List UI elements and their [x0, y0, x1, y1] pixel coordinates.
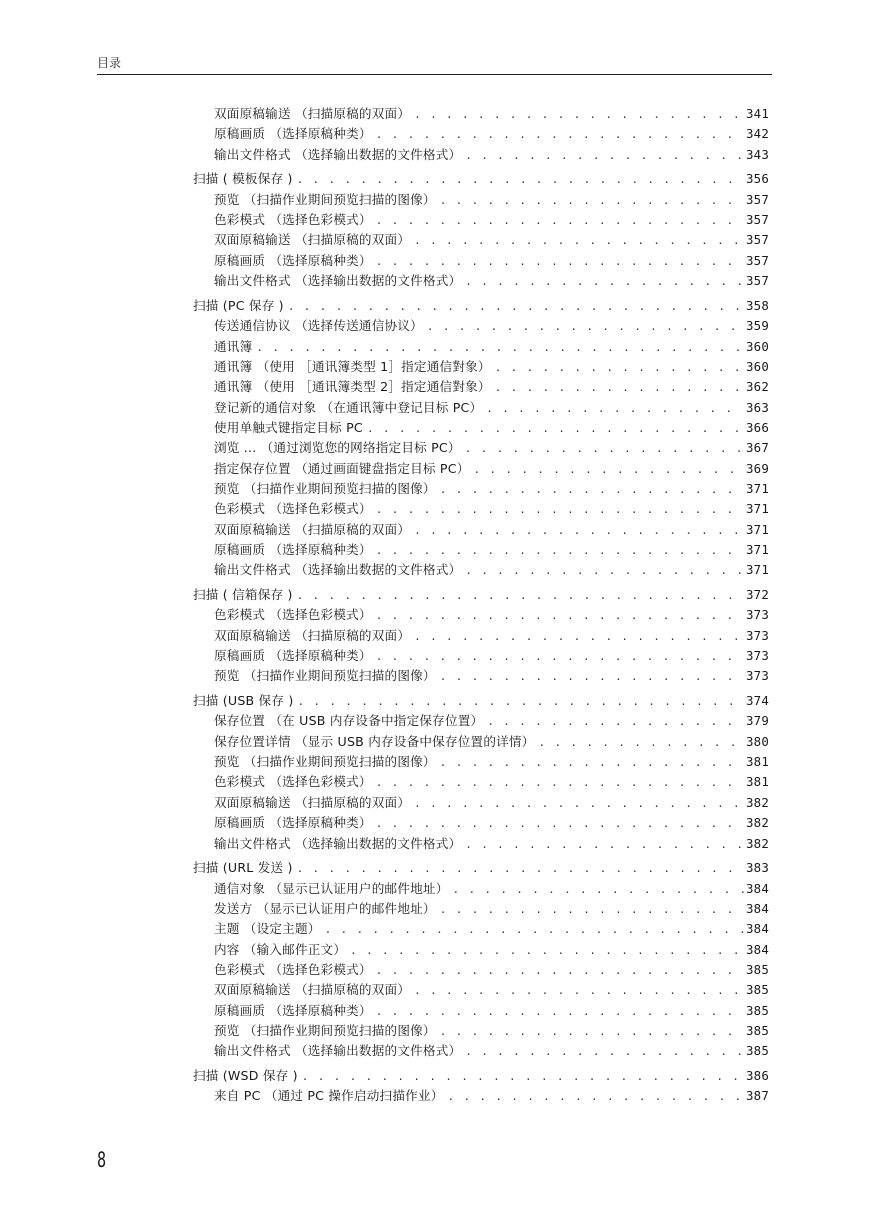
- toc-entry-title: 扫描 (URL 发送 ): [193, 860, 293, 876]
- toc-entry-title: 双面原稿输送 （扫描原稿的双面）: [214, 232, 411, 248]
- dot-leader: [414, 233, 744, 249]
- toc-entry[interactable]: [214, 126, 769, 143]
- dot-leader: [297, 694, 744, 710]
- dot-leader: [376, 213, 744, 229]
- toc-entry-page-number: 373: [746, 607, 769, 623]
- toc-entry-title: 原稿画质 （选择原稿种类）: [214, 126, 372, 142]
- toc-entry[interactable]: [214, 607, 769, 624]
- toc-entry[interactable]: [214, 501, 769, 518]
- toc-entry-page-number: 385: [746, 1022, 769, 1038]
- toc-entry[interactable]: [214, 192, 769, 209]
- dot-leader: [440, 1024, 744, 1040]
- toc-entry-title: 原稿画质 （选择原稿种类）: [214, 815, 372, 831]
- toc-entry-title: 双面原稿输送 （扫描原稿的双面）: [214, 521, 411, 537]
- dot-leader: [376, 816, 744, 832]
- dot-leader: [414, 629, 744, 645]
- toc-entry-title: 主题 （设定主题）: [214, 921, 321, 937]
- dot-leader: [414, 983, 744, 999]
- dot-leader: [414, 523, 744, 539]
- toc-entry-page-number: 373: [746, 668, 769, 684]
- toc-entry-page-number: 384: [746, 921, 769, 937]
- toc-entry-page-number: 372: [746, 587, 769, 602]
- toc-entry-page-number: 383: [746, 860, 769, 876]
- toc-entry-title: 指定保存位置 （通过画面键盘指定目标 PC）: [214, 460, 470, 476]
- dot-leader: [440, 755, 744, 771]
- toc-entry-title: 预览 （扫描作业期间预览扫描的图像）: [214, 1022, 436, 1038]
- toc-entry-title: 原稿画质 （选择原稿种类）: [214, 542, 372, 557]
- toc-entry-page-number: 381: [746, 774, 769, 790]
- toc-entry-title: 双面原稿输送 （扫描原稿的双面）: [214, 627, 411, 643]
- toc-entry[interactable]: [214, 795, 769, 812]
- toc-entry-title: 预览 （扫描作业期间预览扫描的图像）: [214, 754, 436, 770]
- toc-entry-page-number: 373: [746, 627, 769, 643]
- dot-leader: [465, 837, 744, 853]
- dot-leader: [376, 254, 744, 270]
- dot-leader: [376, 963, 744, 979]
- toc-section-entry[interactable]: [193, 171, 769, 188]
- toc-entry-page-number: 341: [746, 106, 769, 121]
- dot-leader: [376, 1004, 744, 1020]
- toc-entry-page-number: 373: [746, 648, 769, 663]
- toc-entry-page-number: 381: [746, 754, 769, 770]
- toc-entry-title: 通讯簿: [214, 338, 253, 354]
- toc-entry-page-number: 382: [746, 815, 769, 831]
- toc-entry-page-number: 382: [746, 794, 769, 810]
- toc-entry[interactable]: [214, 713, 769, 730]
- toc-entry-page-number: 356: [746, 171, 769, 187]
- toc-entry-title: 内容 （输入邮件正文）: [214, 941, 347, 957]
- dot-leader: [302, 1069, 744, 1085]
- toc-entry-title: 使用单触式键指定目标 PC: [214, 419, 363, 435]
- toc-entry[interactable]: [214, 522, 769, 539]
- toc-entry-title: 保存位置 （在 USB 内存设备中指定保存位置）: [214, 713, 484, 729]
- dot-leader: [367, 421, 744, 437]
- toc-entry-page-number: 358: [746, 297, 769, 313]
- dot-leader: [297, 588, 744, 604]
- toc-entry-page-number: 366: [746, 419, 769, 435]
- toc-entry[interactable]: [214, 339, 769, 356]
- toc-entry-title: 输出文件格式 （选择输出数据的文件格式）: [214, 146, 462, 162]
- toc-entry-page-number: 371: [746, 562, 769, 578]
- dot-leader: [486, 401, 744, 417]
- toc-entry-title: 输出文件格式 （选择输出数据的文件格式）: [214, 273, 462, 289]
- toc-entry[interactable]: [214, 942, 769, 959]
- toc-entry[interactable]: [214, 562, 769, 579]
- toc-entry-page-number: 357: [746, 212, 769, 227]
- dot-leader: [465, 274, 744, 290]
- toc-entry-title: 双面原稿输送 （扫描原稿的双面）: [214, 106, 411, 121]
- toc-entry-page-number: 357: [746, 191, 769, 207]
- dot-leader: [465, 441, 744, 457]
- toc-entry-title: 登记新的通信对象 （在通讯簿中登记目标 PC）: [214, 399, 483, 415]
- toc-entry-title: 双面原稿输送 （扫描原稿的双面）: [214, 982, 411, 998]
- toc-entry-page-number: 384: [746, 880, 769, 896]
- toc-entry[interactable]: [214, 420, 769, 437]
- toc-entry-title: 通讯簿 （使用 ［通讯簿类型 1］指定通信對象）: [214, 358, 491, 374]
- toc-entry-title: 色彩模式 （选择色彩模式）: [214, 774, 372, 790]
- toc-entry[interactable]: [214, 461, 769, 478]
- toc-entry-title: 通讯簿 （使用 ［通讯簿类型 2］指定通信對象）: [214, 379, 491, 395]
- dot-leader: [297, 861, 744, 877]
- toc-entry[interactable]: [214, 400, 769, 417]
- toc-entry-title: 原稿画质 （选择原稿种类）: [214, 252, 372, 268]
- toc-entry[interactable]: [214, 359, 769, 376]
- toc-entry[interactable]: [214, 881, 769, 898]
- dot-leader: [495, 360, 744, 376]
- toc-entry-title: 保存位置详情 （显示 USB 内存设备中保存位置的详情）: [214, 733, 535, 749]
- toc-entry[interactable]: [214, 836, 769, 853]
- toc-entry-page-number: 357: [746, 273, 769, 289]
- toc-entry-page-number: 387: [746, 1088, 769, 1104]
- toc-entry[interactable]: [214, 774, 769, 791]
- toc-entry-title: 输出文件格式 （选择输出数据的文件格式）: [214, 1043, 462, 1059]
- toc-entry-title: 传送通信协议 （选择传送通信协议）: [214, 318, 423, 334]
- dot-leader: [414, 107, 744, 123]
- dot-leader: [448, 1089, 745, 1105]
- dot-leader: [495, 380, 744, 396]
- toc-entry-page-number: 371: [746, 501, 769, 517]
- toc-entry-page-number: 371: [746, 542, 769, 557]
- toc-entry[interactable]: [214, 273, 769, 290]
- toc-entry[interactable]: [214, 628, 769, 645]
- toc-entry[interactable]: [214, 901, 769, 918]
- dot-leader: [440, 193, 744, 209]
- toc-entry[interactable]: [214, 542, 769, 559]
- toc-entry[interactable]: [214, 318, 769, 335]
- toc-entry-title: 输出文件格式 （选择输出数据的文件格式）: [214, 835, 462, 851]
- toc-entry-page-number: 385: [746, 1043, 769, 1059]
- toc-section-entry[interactable]: [193, 298, 769, 315]
- toc-entry-title: 扫描 (PC 保存 ): [193, 297, 284, 313]
- toc-entry[interactable]: [214, 754, 769, 771]
- dot-leader: [427, 319, 744, 335]
- dot-leader: [376, 649, 744, 665]
- toc-entry-title: 扫描 ( 模板保存 ): [193, 171, 293, 187]
- toc-entry-page-number: 360: [746, 358, 769, 374]
- toc-entry-page-number: 385: [746, 961, 769, 977]
- dot-leader: [414, 796, 744, 812]
- toc-entry-title: 扫描 (WSD 保存 ): [193, 1067, 298, 1083]
- toc-entry-page-number: 371: [746, 480, 769, 496]
- dot-leader: [465, 148, 744, 164]
- toc-entry-title: 发送方 （显示已认证用户的邮件地址）: [214, 900, 436, 916]
- toc-entry-title: 色彩模式 （选择色彩模式）: [214, 501, 372, 517]
- toc-entry[interactable]: [214, 815, 769, 832]
- toc-section-entry[interactable]: [193, 587, 769, 604]
- toc-entry[interactable]: [214, 1043, 769, 1060]
- toc-entry[interactable]: [214, 147, 769, 164]
- toc-section-entry[interactable]: [193, 693, 769, 710]
- toc-entry[interactable]: [214, 379, 769, 396]
- toc-entry-title: 预览 （扫描作业期间预览扫描的图像）: [214, 480, 436, 496]
- toc-entry-page-number: 385: [746, 1002, 769, 1018]
- toc-section-entry[interactable]: [193, 860, 769, 877]
- toc-entry-title: 浏览 ... （通过浏览您的网络指定目标 PC）: [214, 440, 461, 456]
- dot-leader: [440, 482, 744, 498]
- toc-entry-title: 预览 （扫描作业期间预览扫描的图像）: [214, 668, 436, 684]
- toc-entry-title: 通信对象 （显示已认证用户的邮件地址）: [214, 880, 449, 896]
- toc-entry-title: 原稿画质 （选择原稿种类）: [214, 1002, 372, 1018]
- toc-entry-title: 色彩模式 （选择色彩模式）: [214, 607, 372, 623]
- toc-section-entry[interactable]: [193, 1068, 769, 1085]
- toc-entry-page-number: 362: [746, 379, 769, 395]
- toc-entry-page-number: 367: [746, 440, 769, 456]
- toc-entry[interactable]: [214, 982, 769, 999]
- toc-entry-page-number: 342: [746, 126, 769, 142]
- toc-entry-page-number: 371: [746, 521, 769, 537]
- header-title: 目录: [97, 56, 122, 70]
- toc-entry-page-number: 343: [746, 146, 769, 162]
- toc-entry[interactable]: [214, 962, 769, 979]
- toc-entry[interactable]: [214, 212, 769, 229]
- toc-entry[interactable]: [214, 106, 769, 123]
- dot-leader: [487, 714, 744, 730]
- toc-entry[interactable]: [214, 734, 769, 751]
- dot-leader: [465, 1044, 744, 1060]
- dot-leader: [288, 299, 744, 315]
- toc-entry-page-number: 363: [746, 399, 769, 415]
- toc-entry[interactable]: [214, 1003, 769, 1020]
- toc-entry-page-number: 385: [746, 982, 769, 998]
- page-number: 8: [97, 1148, 107, 1172]
- dot-leader: [297, 172, 744, 188]
- dot-leader: [376, 127, 744, 143]
- toc-entry-title: 输出文件格式 （选择输出数据的文件格式）: [214, 562, 462, 578]
- dot-leader: [539, 735, 744, 751]
- toc-entry[interactable]: [214, 1023, 769, 1040]
- toc-entry-page-number: 386: [746, 1067, 769, 1083]
- dot-leader: [440, 902, 744, 918]
- toc-entry[interactable]: [214, 648, 769, 665]
- toc-entry-title: 扫描 (USB 保存 ): [193, 693, 294, 708]
- dot-leader: [256, 340, 744, 356]
- toc-entry-page-number: 382: [746, 835, 769, 851]
- toc-entry-page-number: 384: [746, 941, 769, 957]
- toc-entry-page-number: 374: [746, 693, 769, 708]
- toc-entry[interactable]: [214, 253, 769, 270]
- toc-entry-page-number: 384: [746, 900, 769, 916]
- toc-entry-page-number: 357: [746, 232, 769, 248]
- dot-leader: [453, 882, 745, 898]
- toc-entry[interactable]: [214, 1088, 769, 1105]
- dot-leader: [440, 669, 744, 685]
- toc-entry-page-number: 360: [746, 338, 769, 354]
- toc-entry-title: 双面原稿输送 （扫描原稿的双面）: [214, 794, 411, 810]
- dot-leader: [465, 563, 744, 579]
- dot-leader: [325, 922, 744, 938]
- toc-entry-page-number: 369: [746, 460, 769, 476]
- dot-leader: [350, 943, 744, 959]
- toc-entry[interactable]: [214, 668, 769, 685]
- toc-entry-page-number: 359: [746, 318, 769, 334]
- toc-entry[interactable]: [214, 481, 769, 498]
- toc-entry-page-number: 379: [746, 713, 769, 729]
- dot-leader: [376, 608, 744, 624]
- toc-entry-title: 原稿画质 （选择原稿种类）: [214, 648, 372, 663]
- toc-entry[interactable]: [214, 921, 769, 938]
- dot-leader: [376, 543, 744, 559]
- dot-leader: [376, 502, 744, 518]
- toc-entry-page-number: 380: [746, 733, 769, 749]
- toc-entry-title: 色彩模式 （选择色彩模式）: [214, 212, 372, 227]
- toc-entry-page-number: 357: [746, 252, 769, 268]
- dot-leader: [376, 775, 744, 791]
- toc-entry-title: 扫描 ( 信箱保存 ): [193, 587, 293, 602]
- dot-leader: [473, 462, 744, 478]
- toc-entry-title: 预览 （扫描作业期间预览扫描的图像）: [214, 191, 436, 207]
- toc-entry-title: 来自 PC （通过 PC 操作启动扫描作业）: [214, 1088, 444, 1104]
- toc-entry-title: 色彩模式 （选择色彩模式）: [214, 961, 372, 977]
- toc-entry[interactable]: [214, 232, 769, 249]
- toc-entry[interactable]: [214, 440, 769, 457]
